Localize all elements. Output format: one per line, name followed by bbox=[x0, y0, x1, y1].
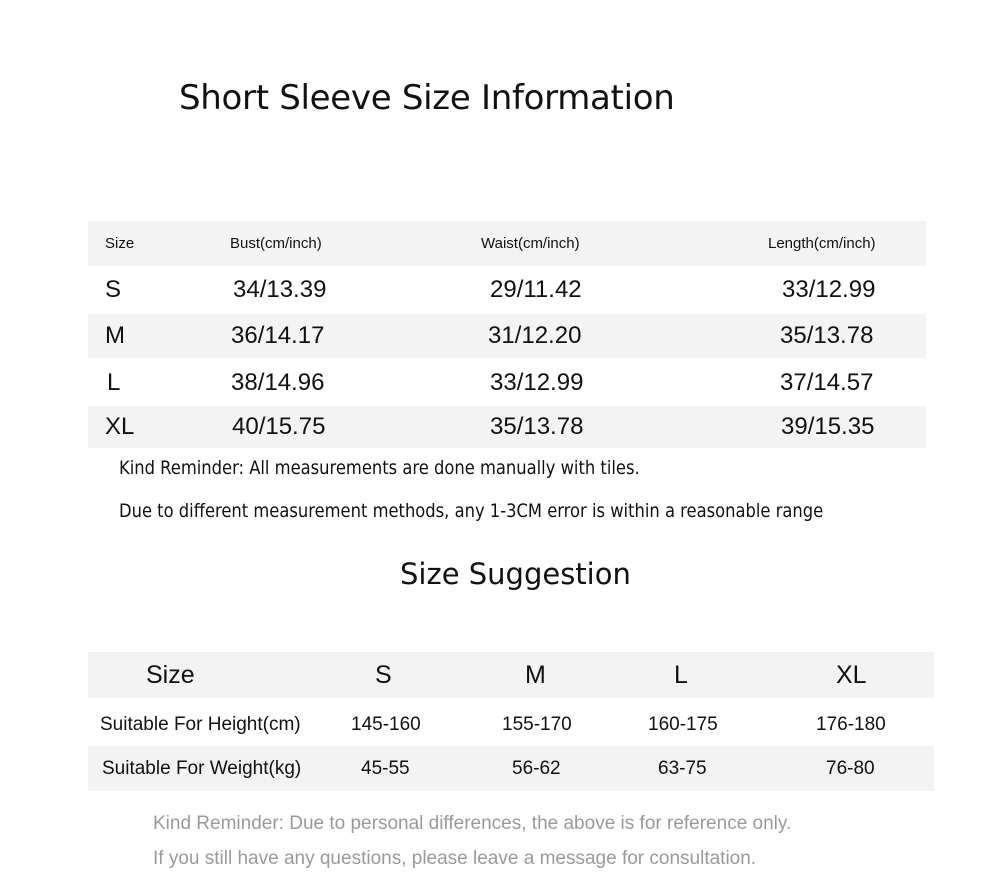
height-m-cell: 155-170 bbox=[502, 714, 572, 735]
suggestion-table-header bbox=[88, 652, 934, 698]
weight-s-cell: 45-55 bbox=[361, 758, 410, 779]
header-waist: Waist(cm/inch) bbox=[481, 235, 580, 252]
header-s: S bbox=[375, 661, 392, 689]
length-cell: 35/13.78 bbox=[780, 322, 874, 349]
header-l: L bbox=[674, 661, 688, 689]
header-size: Size bbox=[105, 235, 135, 252]
size-table-header bbox=[88, 221, 926, 266]
table-row bbox=[88, 268, 926, 312]
weight-m-cell: 56-62 bbox=[512, 758, 561, 779]
header-m: M bbox=[525, 661, 546, 689]
length-cell: 37/14.57 bbox=[780, 369, 874, 396]
weight-xl-cell: 76-80 bbox=[826, 758, 875, 779]
weight-l-cell: 63-75 bbox=[658, 758, 707, 779]
length-cell: 33/12.99 bbox=[782, 276, 876, 303]
row-label: Suitable For Weight(kg) bbox=[102, 758, 302, 779]
header-size: Size bbox=[146, 661, 195, 689]
table-row bbox=[88, 361, 926, 405]
suggestion-title: Size Suggestion bbox=[400, 557, 631, 591]
table-row bbox=[88, 702, 934, 746]
size-cell: L bbox=[107, 369, 121, 396]
header-bust: Bust(cm/inch) bbox=[230, 235, 322, 252]
size-cell: S bbox=[105, 276, 122, 303]
measurement-error-note: Due to different measurement methods, any 1-3CM error is within a reasonable range bbox=[119, 500, 824, 522]
table-row bbox=[88, 406, 926, 448]
consultation-note: If you still have any questions, please leave a message for consultation. bbox=[153, 848, 757, 869]
measurement-reminder: Kind Reminder: All measurements are done manually with tiles. bbox=[119, 457, 640, 479]
height-s-cell: 145-160 bbox=[351, 714, 421, 735]
bust-cell: 34/13.39 bbox=[233, 276, 327, 303]
waist-cell: 33/12.99 bbox=[490, 369, 584, 396]
size-cell: M bbox=[105, 322, 125, 349]
table-row bbox=[88, 314, 926, 358]
height-l-cell: 160-175 bbox=[648, 714, 718, 735]
size-cell: XL bbox=[105, 413, 135, 440]
bust-cell: 36/14.17 bbox=[231, 322, 325, 349]
bust-cell: 38/14.96 bbox=[231, 369, 325, 396]
table-row bbox=[88, 746, 934, 791]
header-length: Length(cm/inch) bbox=[768, 235, 876, 252]
length-cell: 39/15.35 bbox=[781, 413, 875, 440]
waist-cell: 31/12.20 bbox=[488, 322, 582, 349]
row-label: Suitable For Height(cm) bbox=[100, 714, 301, 735]
page-title: Short Sleeve Size Information bbox=[179, 78, 675, 118]
header-xl: XL bbox=[836, 661, 867, 689]
waist-cell: 29/11.42 bbox=[490, 276, 582, 303]
reference-reminder: Kind Reminder: Due to personal differences, the above is for reference only. bbox=[153, 813, 792, 834]
height-xl-cell: 176-180 bbox=[816, 714, 886, 735]
waist-cell: 35/13.78 bbox=[490, 413, 584, 440]
bust-cell: 40/15.75 bbox=[232, 413, 326, 440]
